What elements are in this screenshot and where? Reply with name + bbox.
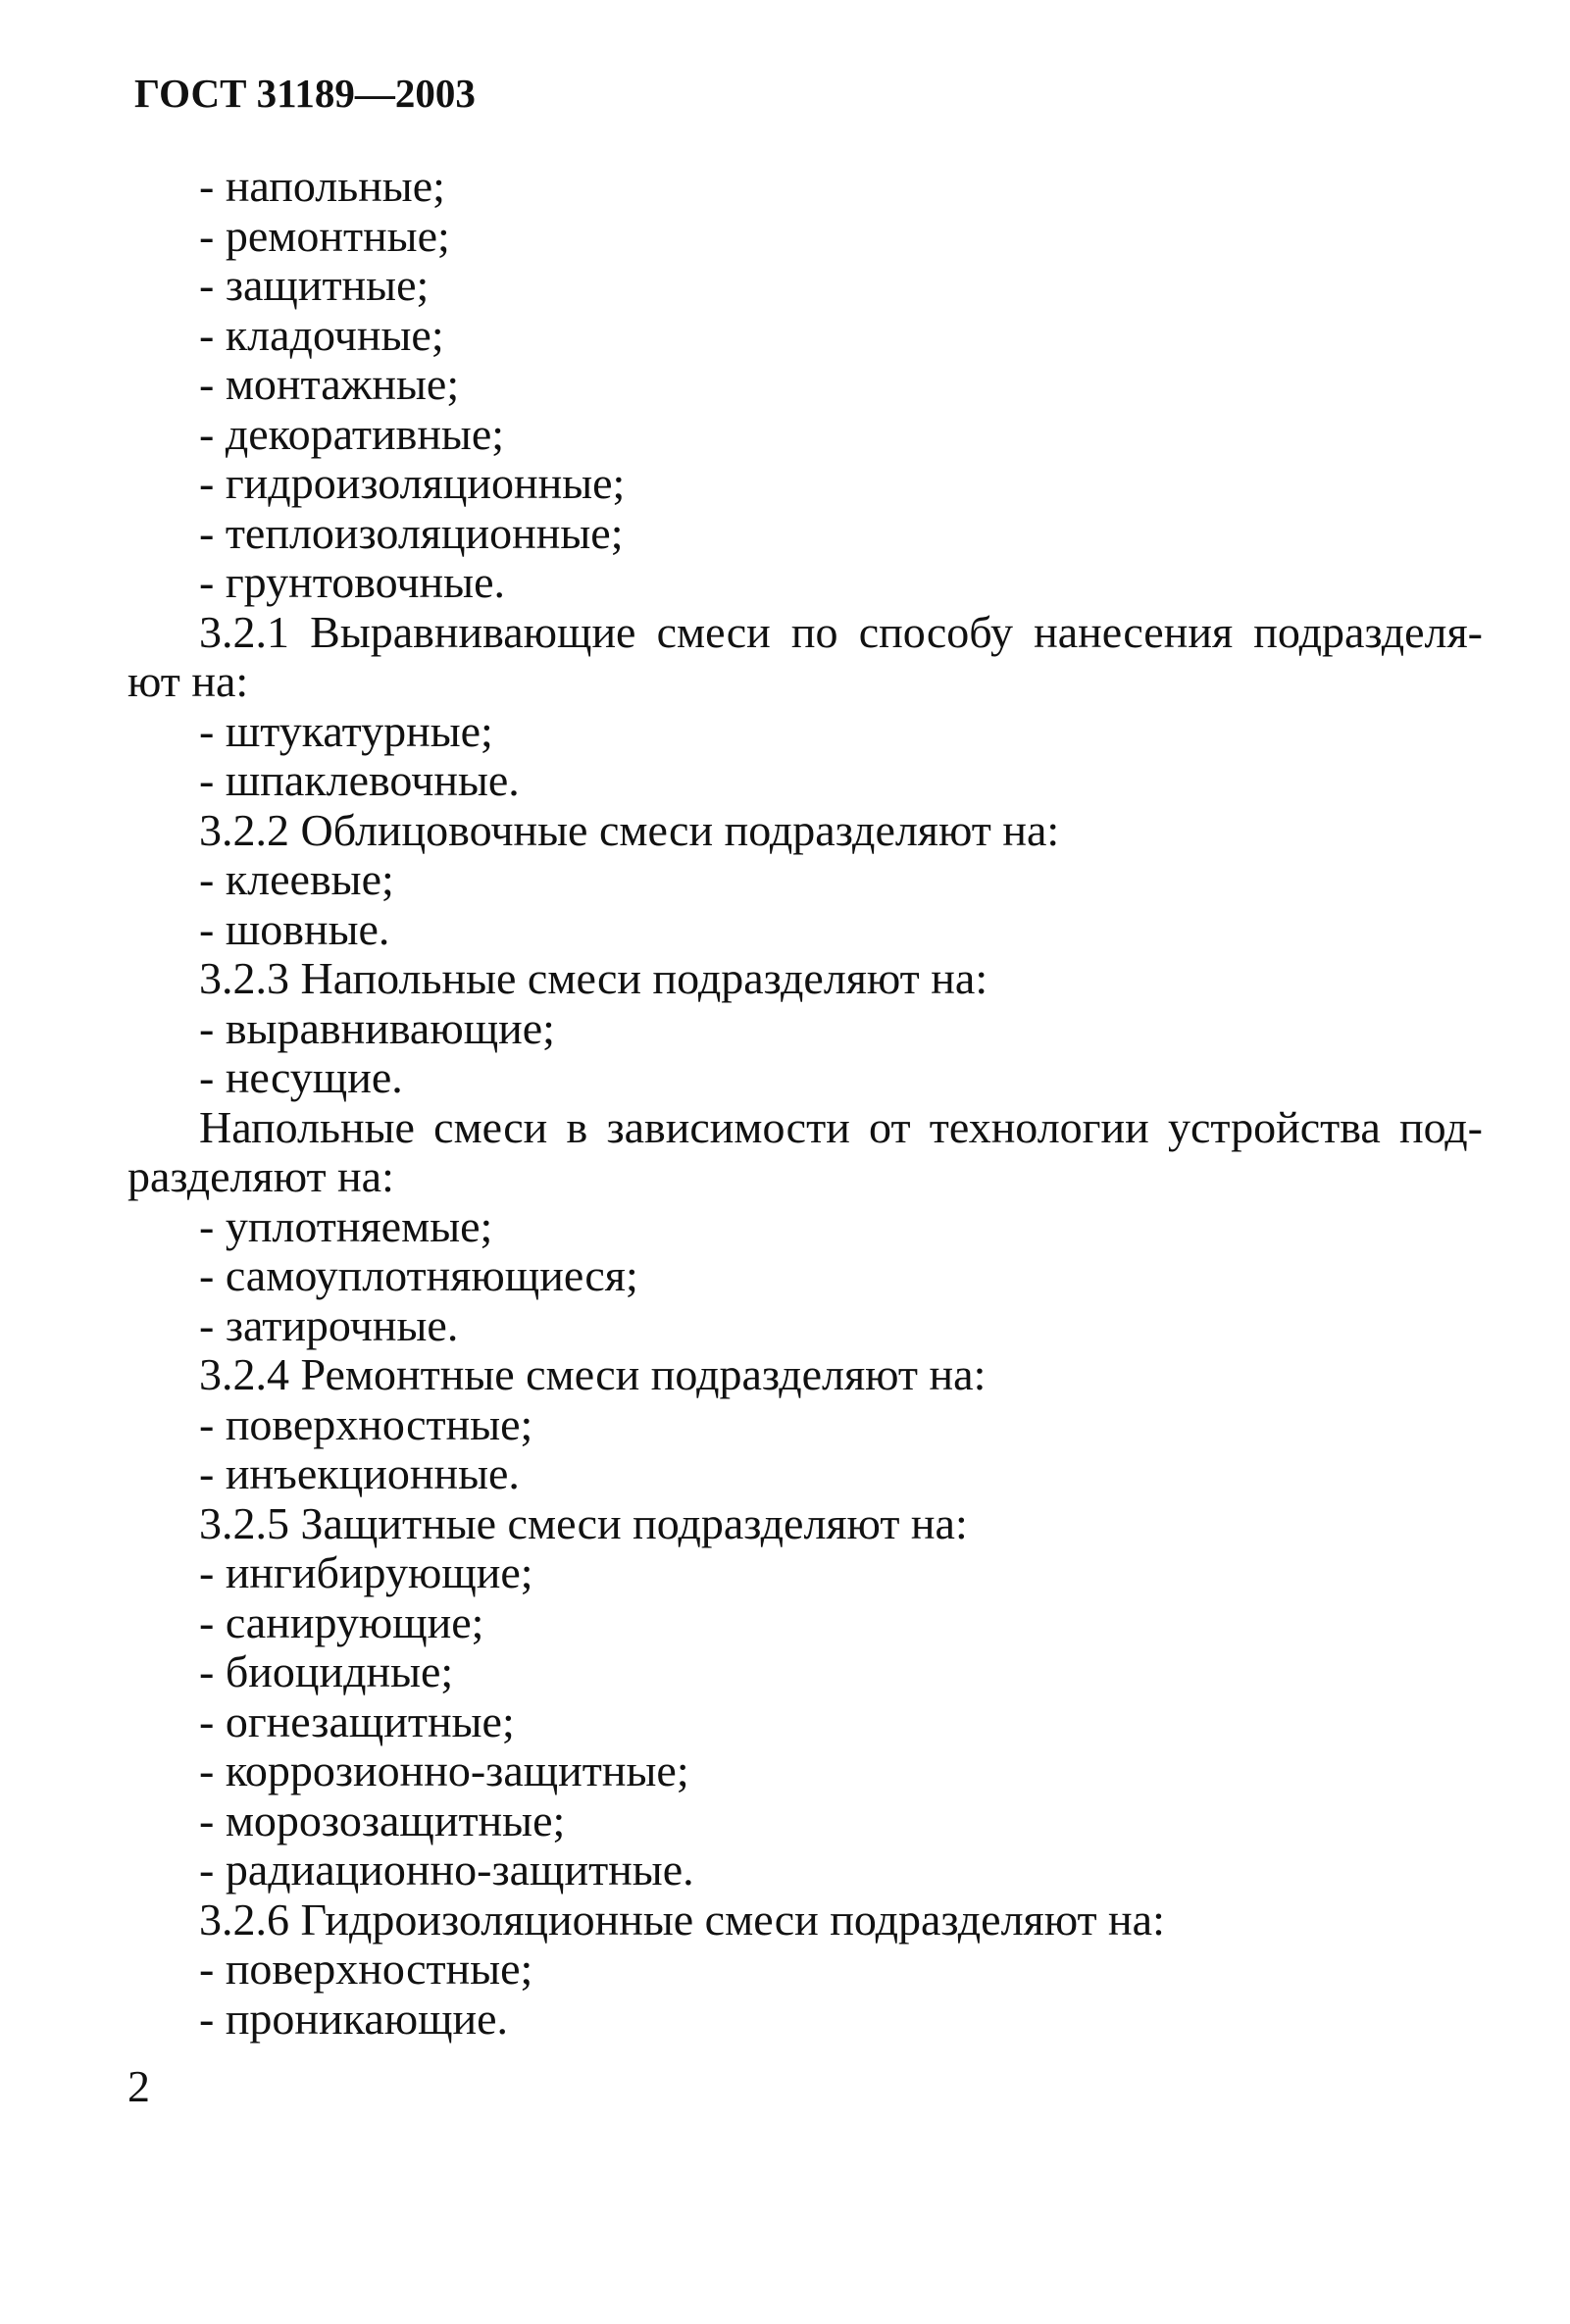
list-item: - морозозащитные; (199, 1794, 566, 1845)
paragraph-continuation-line: ют на: (127, 656, 249, 706)
list-item: - затирочные. (199, 1299, 459, 1350)
list-item: - ингибирующие; (199, 1547, 533, 1597)
paragraph-line: 3.2.2 Облицовочные смеси подразделяют на: (199, 804, 1060, 855)
list-item: - санирующие; (199, 1596, 484, 1647)
list-item: - поверхностные; (199, 1398, 533, 1449)
paragraph-line: 3.2.1 Выравнивающие смеси по способу нанесения подразделя- (199, 606, 1483, 657)
list-item: - огнезащитные; (199, 1695, 515, 1746)
paragraph-continuation-line: разделяют на: (127, 1151, 394, 1201)
paragraph-line: 3.2.6 Гидроизоляционные смеси подразделяют на: (199, 1894, 1165, 1945)
list-item: - теплоизоляционные; (199, 507, 624, 558)
list-item: - клеевые; (199, 854, 394, 904)
list-item: - биоцидные; (199, 1646, 454, 1696)
list-item: - грунтовочные. (199, 557, 505, 607)
paragraph-line: Напольные смеси в зависимости от технологии устройства под- (199, 1101, 1483, 1152)
list-item: - уплотняемые; (199, 1200, 493, 1251)
paragraph-line: 3.2.5 Защитные смеси подразделяют на: (199, 1497, 968, 1548)
list-item: - поверхностные; (199, 1944, 533, 1994)
list-item: - коррозионно-защитные; (199, 1745, 689, 1795)
page-number: 2 (127, 2061, 150, 2111)
list-item: - напольные; (199, 161, 445, 211)
list-item: - гидроизоляционные; (199, 458, 626, 508)
list-item: - кладочные; (199, 309, 444, 360)
list-item: - штукатурные; (199, 705, 493, 756)
document-body (127, 162, 1483, 2044)
list-item: - радиационно-защитные. (199, 1844, 694, 1895)
document-header: ГОСТ 31189—2003 (134, 71, 476, 116)
list-item: - декоративные; (199, 408, 505, 459)
list-item: - ремонтные; (199, 210, 450, 261)
paragraph-line: 3.2.4 Ремонтные смеси подразделяют на: (199, 1349, 987, 1399)
list-item: - проникающие. (199, 1993, 509, 2044)
list-item: - шовные. (199, 903, 390, 954)
list-item: - инъекционные. (199, 1448, 520, 1498)
list-item: - самоуплотняющиеся; (199, 1250, 638, 1300)
list-item: - монтажные; (199, 359, 460, 409)
list-item: - шпаклевочные. (199, 755, 520, 805)
list-item: - защитные; (199, 260, 430, 310)
paragraph-line: 3.2.3 Напольные смеси подразделяют на: (199, 953, 988, 1003)
list-item: - выравнивающие; (199, 1002, 555, 1053)
list-item: - несущие. (199, 1052, 403, 1102)
